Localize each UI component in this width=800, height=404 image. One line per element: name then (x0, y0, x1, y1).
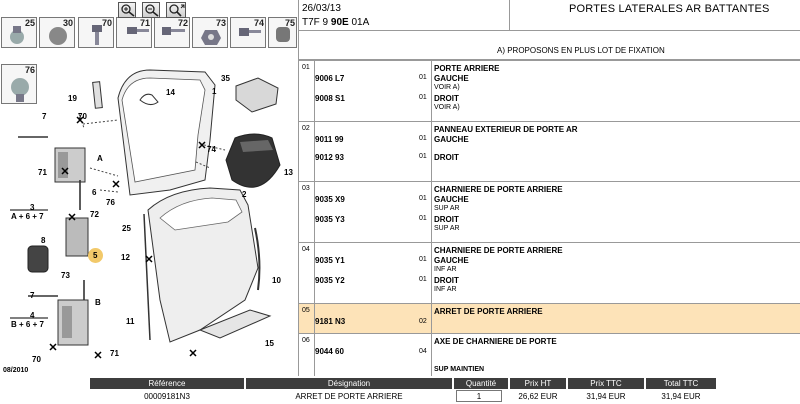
callout-6[interactable]: 6 (92, 188, 97, 197)
code-bold: 90E (330, 17, 349, 28)
thumbnail-number: 72 (177, 18, 188, 28)
part-quantity: 02 (419, 318, 427, 325)
order-bar (90, 378, 716, 404)
callout-15[interactable]: 15 (265, 339, 274, 348)
thumbnail-number: 30 (62, 18, 73, 28)
group-title: PANNEAU EXTERIEUR DE PORTE AR (434, 125, 578, 134)
part-group-03[interactable] (299, 181, 800, 242)
callout-11[interactable]: 11 (126, 317, 135, 326)
part-designation: GAUCHE (434, 195, 469, 204)
group-number: 05 (302, 307, 310, 314)
header-rule (299, 30, 800, 31)
code-prefix: T7F 9 (302, 17, 331, 28)
callout-a-6-7[interactable]: A + 6 + 7 (11, 212, 44, 221)
parts-list-panel (298, 0, 800, 376)
order-reference: 00009181N3 (144, 392, 190, 401)
thumbnail-number: 76 (24, 65, 35, 75)
col-header-price-ht: Prix HT (510, 378, 566, 389)
part-note: SUP AR (434, 205, 460, 212)
part-note: SUP AR (434, 225, 460, 232)
part-designation: GAUCHE (434, 256, 469, 265)
part-group-04[interactable] (299, 242, 800, 303)
quantity-input[interactable]: 1 (456, 390, 502, 402)
group-title: AXE DE CHARNIERE DE PORTE (434, 337, 557, 346)
part-quantity: 01 (419, 153, 427, 160)
part-reference[interactable]: 9035 Y1 (315, 256, 345, 265)
callout-13[interactable]: 13 (284, 168, 293, 177)
callout-76[interactable]: 76 (106, 198, 115, 207)
door-drawing (0, 0, 298, 376)
callout-8[interactable]: 8 (41, 236, 46, 245)
part-designation: GAUCHE (434, 74, 469, 83)
order-total-ttc: 31,94 EUR (661, 392, 701, 401)
part-reference[interactable]: 9181 N3 (315, 317, 346, 326)
callout-B[interactable]: B (95, 298, 101, 307)
catalog-date: 26/03/13 (302, 3, 341, 14)
thumbnail-number: 73 (215, 18, 226, 28)
part-reference[interactable]: 9011 99 (315, 135, 344, 144)
callout-72[interactable]: 72 (90, 210, 99, 219)
group-number: 03 (302, 185, 310, 192)
thumbnail-number: 70 (101, 18, 112, 28)
part-quantity: 01 (419, 256, 427, 263)
part-quantity: 01 (419, 135, 427, 142)
col-header-reference: Référence (90, 378, 244, 389)
proposal-note: A) PROPOSONS EN PLUS LOT DE FIXATION (497, 46, 665, 55)
part-designation: DROIT (434, 153, 459, 162)
callout-70[interactable]: 70 (78, 112, 87, 121)
next-group-title-partial: SUP MAINTIEN (434, 366, 485, 373)
group-number: 06 (302, 337, 310, 344)
callout-A[interactable]: A (97, 154, 103, 163)
callout-1[interactable]: 1 (212, 87, 217, 96)
part-quantity: 01 (419, 195, 427, 202)
part-group-06[interactable] (299, 333, 800, 376)
group-title: PORTE ARRIERE (434, 64, 500, 73)
callout-73[interactable]: 73 (61, 271, 70, 280)
group-number: 01 (302, 64, 310, 71)
part-note: VOIR A) (434, 84, 460, 91)
part-reference[interactable]: 9008 S1 (315, 94, 345, 103)
callout-25[interactable]: 25 (122, 224, 131, 233)
part-group-05[interactable] (299, 303, 800, 333)
group-number: 02 (302, 125, 310, 132)
col-header-designation: Désignation (246, 378, 452, 389)
page-title: PORTES LATERALES AR BATTANTES (569, 3, 770, 15)
group-number: 04 (302, 246, 310, 253)
callout-7[interactable]: 7 (42, 112, 47, 121)
part-reference[interactable]: 9035 X9 (315, 195, 345, 204)
callout-3[interactable]: 3 (30, 203, 35, 212)
callout-2[interactable]: 2 (242, 190, 247, 199)
col-header-quantity: Quantité (454, 378, 508, 389)
callout-14[interactable]: 14 (166, 88, 175, 97)
part-reference[interactable]: 9035 Y3 (315, 215, 345, 224)
part-group-01[interactable] (299, 60, 800, 121)
part-quantity: 01 (419, 94, 427, 101)
col-header-total-ttc: Total TTC (646, 378, 716, 389)
callout-71-lower[interactable]: 71 (110, 349, 119, 358)
thumbnail-number: 74 (253, 18, 264, 28)
part-group-02[interactable] (299, 121, 800, 181)
header-divider (509, 0, 510, 30)
order-price-ht: 26,62 EUR (518, 392, 558, 401)
callout-7-lower[interactable]: 7 (30, 291, 35, 300)
callout-70-lower[interactable]: 70 (32, 355, 41, 364)
col-header-price-ttc: Prix TTC (568, 378, 644, 389)
part-reference[interactable]: 9012 93 (315, 153, 344, 162)
diagram-date: 08/2010 (3, 367, 29, 374)
part-quantity: 01 (419, 74, 427, 81)
callout-19[interactable]: 19 (68, 94, 77, 103)
catalog-code (302, 17, 369, 28)
part-note: VOIR A) (434, 104, 460, 111)
callout-35[interactable]: 35 (221, 74, 230, 83)
part-designation: DROIT (434, 215, 459, 224)
callout-b-6-7[interactable]: B + 6 + 7 (11, 320, 44, 329)
callout-74[interactable]: 74 (207, 145, 216, 154)
part-note: INF AR (434, 266, 457, 273)
part-reference[interactable]: 9006 L7 (315, 74, 345, 83)
thumbnail-number: 25 (24, 18, 35, 28)
group-title: ARRET DE PORTE ARRIERE (434, 307, 543, 316)
exploded-diagram (0, 0, 298, 376)
part-reference[interactable]: 9044 60 (315, 347, 344, 356)
part-designation: GAUCHE (434, 135, 469, 144)
thumbnail-number: 71 (139, 18, 150, 28)
callout-12[interactable]: 12 (121, 253, 130, 262)
part-designation: DROIT (434, 276, 459, 285)
group-title: CHARNIERE DE PORTE ARRIERE (434, 185, 563, 194)
callout-10[interactable]: 10 (272, 276, 281, 285)
part-note: INF AR (434, 286, 457, 293)
callout-4[interactable]: 4 (30, 311, 35, 320)
callout-5[interactable]: 5 (93, 251, 98, 260)
thumbnail-number: 75 (284, 18, 295, 28)
part-designation: DROIT (434, 94, 459, 103)
part-reference[interactable]: 9035 Y2 (315, 276, 345, 285)
part-quantity: 04 (419, 348, 427, 355)
callout-71[interactable]: 71 (38, 168, 47, 177)
group-title: CHARNIERE DE PORTE ARRIERE (434, 246, 563, 255)
part-quantity: 01 (419, 215, 427, 222)
part-quantity: 01 (419, 276, 427, 283)
order-designation: ARRET DE PORTE ARRIERE (295, 392, 403, 401)
code-suffix: 01A (348, 17, 370, 28)
order-price-ttc: 31,94 EUR (586, 392, 626, 401)
